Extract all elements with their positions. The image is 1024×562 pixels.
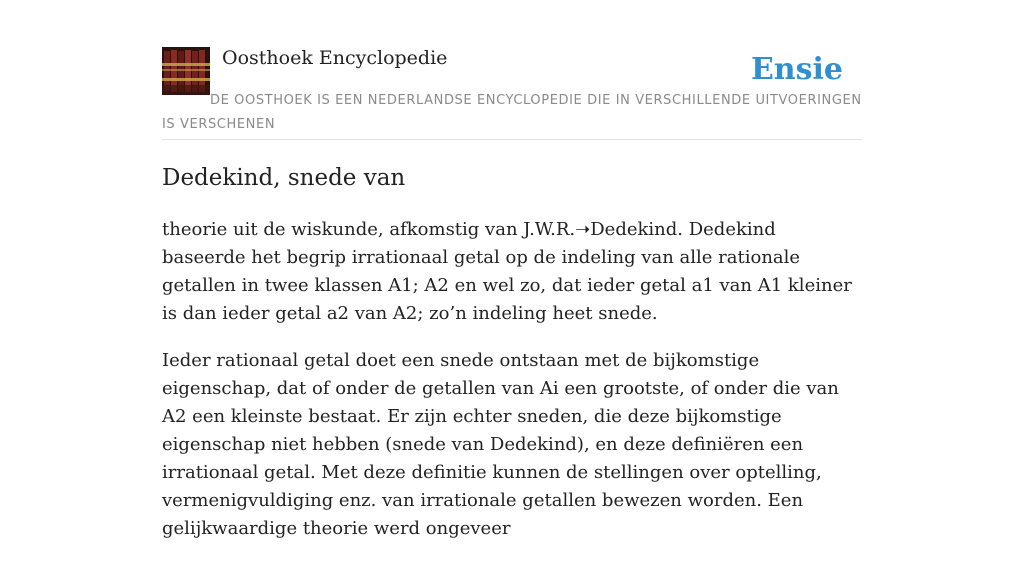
article-title: Dedekind, snede van bbox=[162, 165, 406, 191]
brand-logo[interactable]: Ensie bbox=[750, 52, 843, 87]
source-header bbox=[162, 0, 862, 140]
encyclopedia-books-icon bbox=[162, 47, 210, 95]
source-name[interactable]: Oosthoek Encyclopedie bbox=[222, 47, 448, 69]
page bbox=[162, 0, 862, 539]
article-paragraph-1: theorie uit de wiskunde, afkomstig van J.W.R.➝Dedekind. Dedekind baseerde het begrip irrationaal getal op de indeling van alle rationale getallen in twee klassen A1; A2 en wel zo, dat ieder getal a1 van A1 kleiner is dan ieder getal a2 van A2; zo’n indeling heet snede. bbox=[162, 219, 852, 324]
article-paragraph-2: Ieder rationaal getal doet een snede ontstaan met de bijkomstige eigenschap, dat of onder de getallen van Ai een grootste, of onder die van A2 een kleinste bestaat. Er zijn echter sneden, die deze bijkomstige eigenschap niet hebben (snede van Dedekind), en deze definiëren een irrationaal getal. Met deze definitie kunnen de stellingen over optelling, vermenigvuldiging enz. van irrationale getallen bewezen worden. Een gelijkwaardige theorie werd ongeveer bbox=[162, 350, 839, 539]
article-body bbox=[162, 216, 862, 562]
source-tagline: DE OOSTHOEK IS EEN NEDERLANDSE ENCYCLOPEDIE DIE IN VERSCHILLENDE UITVOERINGEN IS VERSCHENEN bbox=[162, 93, 862, 132]
source-avatar[interactable] bbox=[162, 47, 210, 95]
